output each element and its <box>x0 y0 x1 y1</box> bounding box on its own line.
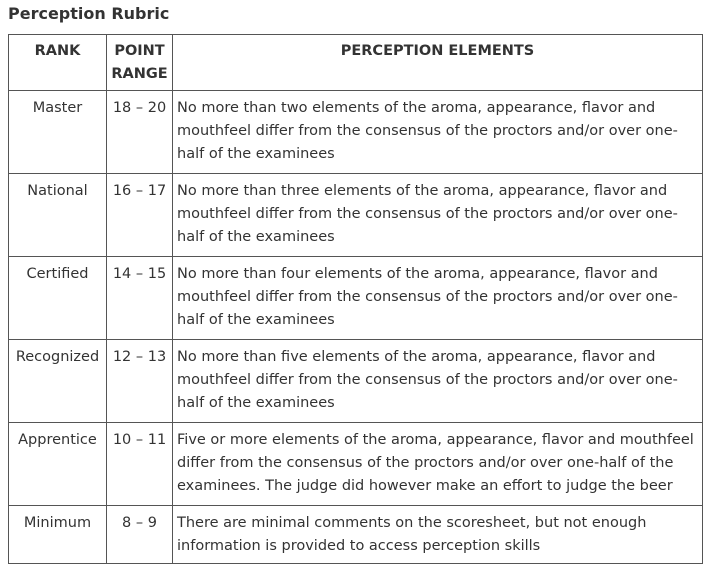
perception-elements-cell: No more than four elements of the aroma, appearance, flavor and mouthfeel differ from the consensus of the proctors and/or over one-half of the examinees <box>173 257 703 340</box>
header-rank: RANK <box>9 35 107 91</box>
table-row <box>9 257 703 340</box>
point-range-cell: 12 – 13 <box>107 340 173 423</box>
point-range-cell: 8 – 9 <box>107 506 173 564</box>
table-header-row <box>9 35 703 91</box>
page-title: Perception Rubric <box>8 4 170 23</box>
perception-elements-cell: Five or more elements of the aroma, appearance, flavor and mouthfeel differ from the consensus of the proctors and/or over one-half of the examinees. The judge did however make an effort to judge the beer <box>173 423 703 506</box>
perception-elements-cell: No more than five elements of the aroma, appearance, flavor and mouthfeel differ from the consensus of the proctors and/or over one-half of the examinees <box>173 340 703 423</box>
perception-rubric-table <box>8 34 703 564</box>
rank-cell: Apprentice <box>9 423 107 506</box>
header-perception-elements: PERCEPTION ELEMENTS <box>173 35 703 91</box>
header-point-range-line2: RANGE <box>111 66 168 82</box>
table-row <box>9 506 703 564</box>
table-row <box>9 174 703 257</box>
rank-cell: Minimum <box>9 506 107 564</box>
perception-elements-cell: No more than three elements of the aroma, appearance, flavor and mouthfeel differ from the consensus of the proctors and/or over one-half of the examinees <box>173 174 703 257</box>
header-point-range <box>107 35 173 91</box>
point-range-cell: 16 – 17 <box>107 174 173 257</box>
point-range-cell: 18 – 20 <box>107 91 173 174</box>
rank-cell: Master <box>9 91 107 174</box>
rank-cell: Certified <box>9 257 107 340</box>
table-row <box>9 340 703 423</box>
table-row <box>9 91 703 174</box>
point-range-cell: 14 – 15 <box>107 257 173 340</box>
header-point-range-line1: POINT <box>114 43 165 59</box>
table-row <box>9 423 703 506</box>
rank-cell: Recognized <box>9 340 107 423</box>
point-range-cell: 10 – 11 <box>107 423 173 506</box>
rank-cell: National <box>9 174 107 257</box>
perception-elements-cell: No more than two elements of the aroma, appearance, flavor and mouthfeel differ from the consensus of the proctors and/or over one-half of the examinees <box>173 91 703 174</box>
perception-elements-cell: There are minimal comments on the scoresheet, but not enough information is provided to access perception skills <box>173 506 703 564</box>
